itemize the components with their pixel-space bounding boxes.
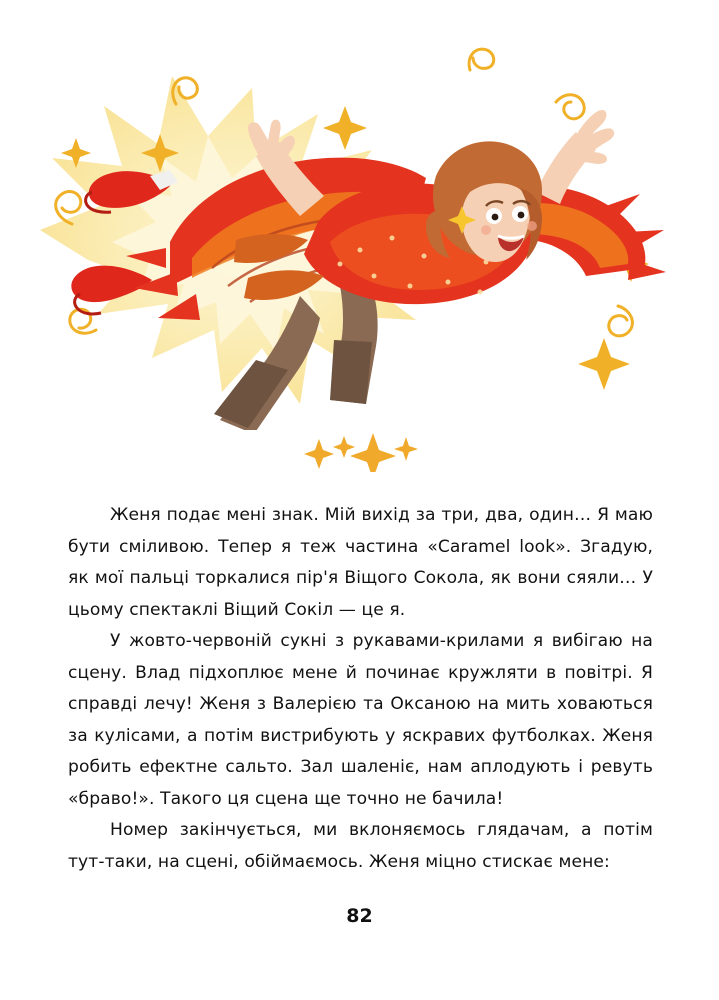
- chapter-illustration: [0, 10, 719, 430]
- page-body-text: [68, 500, 653, 878]
- sparkle-divider-icon: [295, 428, 425, 472]
- page-number: 82: [346, 905, 373, 927]
- paragraph-2: У жовто-червоній сукні з рукавами-крилами я вибігаю на сцену. Влад підхоплює мене й починає кружляти в повітрі. Я справді лечу! Женя з Валерією та Оксаною на мить ховаються за кулісами, а потім вистрибують у яскравих футболках. Женя робить ефектне сальто. Зал шаленіє, нам аплодують і ревуть «браво!». Такого ця сцена ще точно не бачила!: [68, 631, 653, 809]
- firebird-girl-illustration: [0, 10, 719, 430]
- paragraph-3: Номер закінчується, ми вклоняємось глядачам, а потім тут-таки, на сцені, обіймаємось. Женя міцно стискає мене:: [68, 820, 653, 872]
- sparkle-divider: [0, 428, 719, 484]
- paragraph-1: Женя подає мені знак. Мій вихід за три, два, один… Я маю бути сміливою. Тепер я теж частина «Caramel look». Згадую, як мої пальці торкалися пір'я Віщого Сокола, як вони сяяли… У цьому спектаклі Віщий Сокіл — це я.: [68, 505, 653, 620]
